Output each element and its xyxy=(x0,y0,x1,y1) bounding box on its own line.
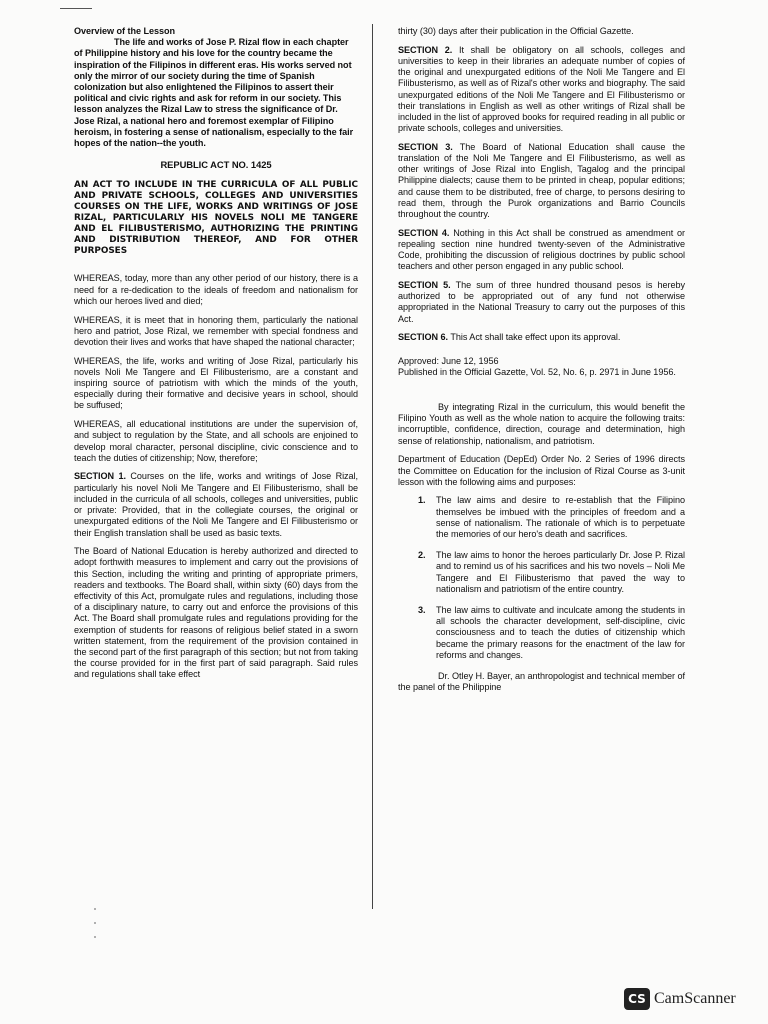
whereas-clause-3: WHEREAS, the life, works and writing of Jose Rizal, particularly his novels Noli Me Tangere and El Filibusterismo, are a constant and inspiring source of patriotism with which the minds of the youth, especially during their formative and decisive years in school, should be suffused; xyxy=(74,355,358,411)
scan-speck xyxy=(94,908,96,910)
section-5-label: SECTION 5. xyxy=(398,280,451,291)
section-5 xyxy=(398,280,685,325)
board-paragraph: The Board of National Education is hereby authorized and directed to adopt forthwith measures to implement and carry out the provisions of this Section, including the writing and printing of appropriate primers, readers and textbooks. The Board shall, within sixty (60) days from the effectivity of this Act, promulgate rules and regulations, including those of a disciplinary nature, to carry out and enforce the provisions of this Act. The Board shall promulgate rules and regulations providing for the exemption of students for reasons of religious belief stated in a sworn written statement, from the requirement of the provision contained in the second part of the first paragraph of this section; but not from taking the course provided for in the first part of said paragraph. Said rules and regulations shall take effect xyxy=(74,546,358,680)
list-item xyxy=(398,495,685,540)
section-4-label: SECTION 4. xyxy=(398,227,450,238)
scan-speck xyxy=(94,936,96,938)
scan-mark xyxy=(60,8,92,9)
approval-info xyxy=(398,356,685,378)
aim-number: 1. xyxy=(418,495,426,506)
camscanner-watermark xyxy=(624,986,736,1012)
section-6 xyxy=(398,332,685,343)
section-3-text: The Board of National Education shall cause the translation of the Noli Me Tangere and El Filibusterismo, as well as other writings of Jose Rizal into English, Tagalog and the principal Philippine dialects; cause them to be printed in cheap, popular editions; and cause them to be distributed, free of charge, to persons desiring to read them, through the Purok organizations and Barrio Councils throughout the country. xyxy=(398,141,686,220)
section-2 xyxy=(398,45,685,135)
section-4 xyxy=(398,228,685,273)
aim-number: 2. xyxy=(418,550,426,561)
section-1 xyxy=(74,471,358,538)
whereas-clause-4: WHEREAS, all educational institutions are under the supervision of, and subject to regulation by the State, and all schools are enjoined to develop moral character, personal discipline, civic conscience and to teach the duties of citizenship; Now, therefore; xyxy=(74,419,358,463)
left-column xyxy=(74,26,358,688)
list-item xyxy=(398,605,685,661)
aim-text: The law aims and desire to re-establish that the Filipino themselves be imbued with the principles of freedom and a sense of nationalism. The rationale of which is to perpetuate the memories of our hero's death and sacrifices. xyxy=(436,495,685,540)
overview-paragraph: The life and works of Jose P. Rizal flow in each chapter of Philippine history and his love for the country became the inspiration of the Filipinos in different eras. His works served not only the mirror of our society during the time of Spanish colonization but also enlightened the Filipinos to assert their political and civic rights and ask for reform in our society. This lesson analyzes the Rizal Law to stress the significance of Dr. Jose Rizal, a national hero and foremost exemplar of Filipino heroism, in fostering a sense of nationalism, especially to the fair hopes of the nation--the youth. xyxy=(74,37,354,149)
column-divider xyxy=(372,24,373,909)
aims-list xyxy=(398,495,685,661)
camscanner-brand: CamScanner xyxy=(654,990,736,1007)
approved-line: Approved: June 12, 1956 xyxy=(398,355,499,366)
camscanner-logo-icon: CS xyxy=(624,988,650,1010)
scan-speck xyxy=(94,922,96,924)
right-column xyxy=(398,26,685,701)
aim-text: The law aims to honor the heroes particularly Dr. Jose P. Rizal and to remind us of his sacrifices and his two novels – Noli Me Tangere and El Filibusterismo that paved the way to nationalism and patriotism of the entire country. xyxy=(436,550,685,594)
whereas-clause-2: WHEREAS, it is meet that in honoring them, particularly the national hero and patriot, Jose Rizal, we remember with special fondness and devotion their lives and works that have shaped the national character; xyxy=(74,314,358,347)
section-1-text: Courses on the life, works and writings of Jose Rizal, particularly his novel Noli Me Tangere and El Filibusterismo, shall be included in the curricula of all schools, colleges and universities, public or private: Provided, that in the collegiate courses, the original or unexpurgated editions of the Noli Me Tangere and El Filibusterismo or their English translation shall be used as basic texts. xyxy=(74,471,359,538)
section-6-label: SECTION 6. xyxy=(398,332,449,343)
act-number: REPUBLIC ACT NO. 1425 xyxy=(160,159,272,171)
overview-heading: Overview of the Lesson xyxy=(74,26,175,36)
continuation-text: thirty (30) days after their publication in the Official Gazette. xyxy=(398,26,634,36)
section-2-label: SECTION 2. xyxy=(398,44,453,55)
section-4-text: Nothing in this Act shall be construed as amendment or repealing section nine hundred twenty-seven of the Administrative Code, prohibiting the discussion of religious doctrines by public school teachers and other person engaged in any public school. xyxy=(398,227,685,272)
act-title: AN ACT TO INCLUDE IN THE CURRICULA OF ALL PUBLIC AND PRIVATE SCHOOLS, COLLEGES AND UNIVERSITIES COURSES ON THE LIFE, WORKS AND WRITINGS OF JOSE RIZAL, PARTICULARLY HIS NOVELS NOLI ME TANGERE AND EL FILIBUSTERISMO, AUTHORIZING THE PRINTING AND DISTRIBUTION THEREOF, AND FOR OTHER PURPOSES xyxy=(74,180,358,257)
published-line: Published in the Official Gazette, Vol. 52, No. 6, p. 2971 in June 1956. xyxy=(398,366,676,377)
whereas-clause-1: WHEREAS, today, more than any other period of our history, there is a need for a re-dedication to the ideals of freedom and nationalism for which our heroes lived and died; xyxy=(74,273,358,306)
list-item xyxy=(398,550,685,595)
bayer-paragraph: Dr. Otley H. Bayer, an anthropologist and technical member of the panel of the Philippine xyxy=(398,671,685,693)
section-3-label: SECTION 3. xyxy=(398,141,453,152)
section-3 xyxy=(398,142,685,220)
section-5-text: The sum of three hundred thousand pesos is hereby authorized to be appropriated out of any fund not otherwise appropriated in the National Treasury to carry out the purposes of this Act. xyxy=(398,280,686,324)
aim-number: 3. xyxy=(418,605,426,616)
integrating-paragraph: By integrating Rizal in the curriculum, this would benefit the Filipino Youth as well as the whole nation to acquire the following traits: incorruptible, confidence, direction, courage and determination, high sense of relationship, nationalism, and patriotism. xyxy=(398,401,685,446)
deped-paragraph: Department of Education (DepEd) Order No. 2 Series of 1996 directs the Committee on Education for the inclusion of Rizal Course as 3-unit lesson with the following aims and purposes: xyxy=(398,454,685,487)
aim-text: The law aims to cultivate and inculcate among the students in all schools the character development, self-discipline, civic consciousness and to teach the duties of citizenship which became the primary reasons for the enactment of the law for reforms and changes. xyxy=(436,605,685,660)
section-2-text: It shall be obligatory on all schools, colleges and universities to keep in their libraries an adequate number of copies of the original and unexpurgated editions of the Noli Me Tangere and El Filibusterismo, as well as of Rizal's other works and biography. The said unexpurgated editions of the Noli Me Tangere and El Filibusterismo or their translations in English as well as other writings of Rizal shall be included in the list of approved books for required reading in all public or private schools, colleges and universities. xyxy=(398,44,685,134)
section-6-text: This Act shall take effect upon its approval. xyxy=(448,332,621,343)
section-1-label: SECTION 1. xyxy=(74,471,126,482)
